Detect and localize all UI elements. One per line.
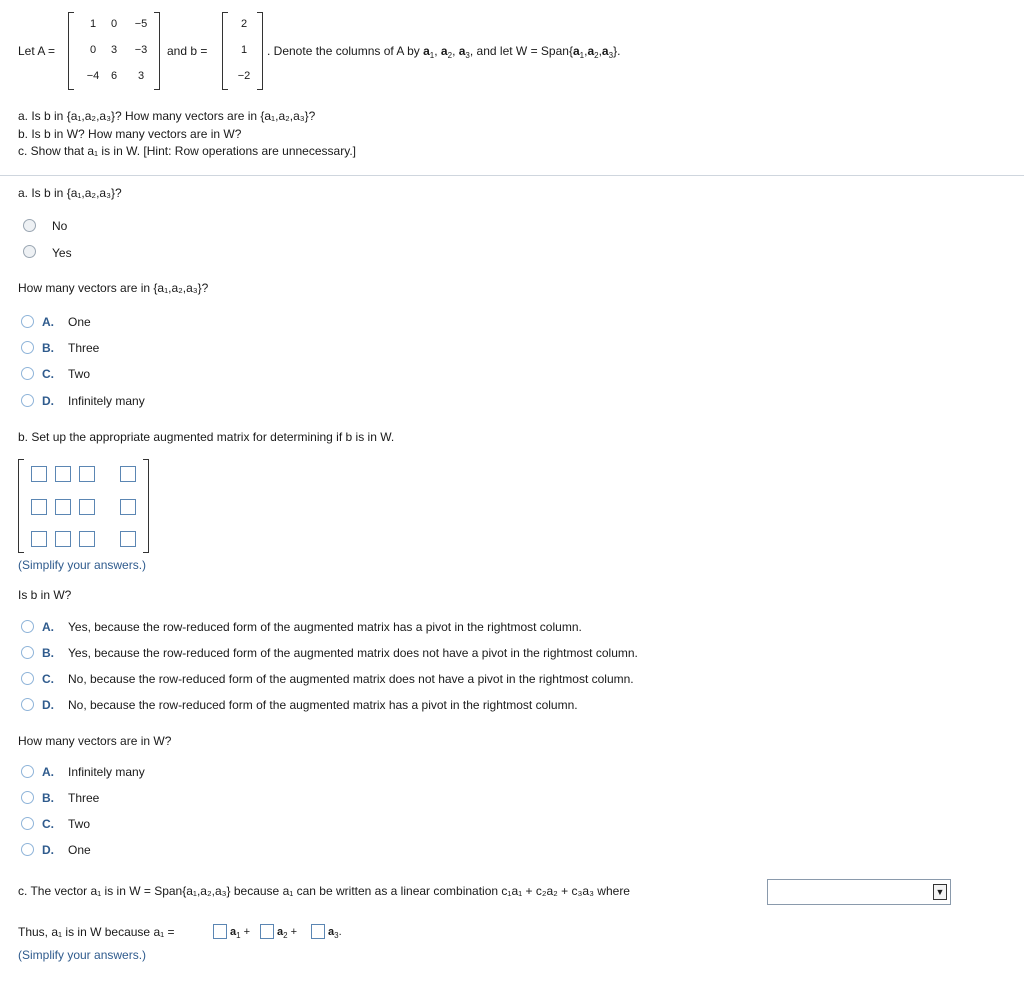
section-a-question: a. Is b in {a₁,a₂,a₃}? [18, 186, 122, 200]
thus-text: Thus, a₁ is in W because a₁ = [18, 925, 175, 939]
simplify-hint-c: (Simplify your answers.) [18, 948, 147, 962]
vector-b-cell: 1 [240, 44, 248, 56]
matrix-a-cell: 0 [110, 18, 118, 30]
a1-term: $a_1$ + [230, 926, 251, 940]
matrix-a-cell: 0 [89, 44, 97, 56]
coefficients-dropdown[interactable] [767, 879, 951, 905]
option-letter: A. [42, 620, 54, 634]
option-text: Two [68, 367, 91, 381]
matrix-input-cell[interactable] [31, 466, 47, 482]
option-letter: D. [42, 843, 54, 857]
option-letter: C. [42, 672, 54, 686]
option-text: Three [68, 791, 100, 805]
matrix-input-cell[interactable] [79, 531, 95, 547]
option-text: Two [68, 817, 91, 831]
radio-circle[interactable] [23, 219, 36, 232]
thus-statement [18, 925, 175, 939]
option-letter: B. [42, 791, 54, 805]
option-letter: A. [42, 765, 54, 779]
count-question-a: How many vectors are in {a₁,a₂,a₃}? [18, 281, 209, 295]
radio-circle[interactable] [23, 245, 36, 258]
section-b-setup: b. Set up the appropriate augmented matrix for determining if b is in W. [18, 430, 395, 444]
matrix-a-cell: −5 [134, 18, 148, 30]
radio-circle[interactable] [21, 620, 34, 633]
option-letter: B. [42, 341, 54, 355]
matrix-input-cell[interactable] [79, 499, 95, 515]
coefficient-input-3[interactable] [311, 924, 325, 939]
matrix-input-cell[interactable] [120, 499, 136, 515]
option-letter: A. [42, 315, 54, 329]
option-text: One [68, 843, 91, 857]
matrix-input-cell[interactable] [79, 466, 95, 482]
radio-circle[interactable] [21, 765, 34, 778]
option-label: No [52, 219, 68, 233]
radio-circle[interactable] [21, 646, 34, 659]
matrix-input-cell[interactable] [55, 531, 71, 547]
matrix-input-cell[interactable] [31, 499, 47, 515]
matrix-a-cell: −3 [134, 44, 148, 56]
radio-circle[interactable] [21, 791, 34, 804]
a2-term: $a_2$ + [277, 926, 298, 940]
and-let-text: , and let W = Span [469, 44, 569, 58]
denote-columns-text: . Denote the columns of A by $a_1$, $a_2$, $a_3$, and let $W = Span\{a_1,a_2,a_3\}$. [267, 44, 621, 60]
part-b-question: b. Is b in W? How many vectors are in W? [18, 127, 242, 141]
option-text: Three [68, 341, 100, 355]
option-text: Yes, because the row-reduced form of the augmented matrix has a pivot in the rightmost column. [68, 620, 582, 634]
section-divider [0, 175, 1024, 176]
option-letter: C. [42, 367, 54, 381]
option-letter: C. [42, 817, 54, 831]
matrix-a-cell: 6 [110, 70, 118, 82]
radio-circle[interactable] [21, 394, 34, 407]
option-label: Yes [52, 246, 72, 260]
coefficient-input-2[interactable] [260, 924, 274, 939]
matrix-a-cell: 3 [110, 44, 118, 56]
radio-circle[interactable] [21, 698, 34, 711]
option-letter: D. [42, 394, 54, 408]
count-question-w: How many vectors are in W? [18, 734, 172, 748]
matrix-input-cell[interactable] [55, 499, 71, 515]
and-b-text: and b = [167, 44, 208, 58]
matrix-a-cell: 1 [89, 18, 97, 30]
a3-term: $a_3$. [328, 926, 342, 940]
denote-text: . Denote the columns of A by [267, 44, 420, 58]
option-text: Infinitely many [68, 394, 145, 408]
matrix-input-cell[interactable] [120, 531, 136, 547]
radio-circle[interactable] [21, 341, 34, 354]
option-text: One [68, 315, 91, 329]
option-letter: D. [42, 698, 54, 712]
matrix-input-cell[interactable] [31, 531, 47, 547]
part-c-question: c. Show that a₁ is in W. [Hint: Row operations are unnecessary.] [18, 144, 356, 158]
option-text: Yes, because the row-reduced form of the augmented matrix does not have a pivot in the rightmost column. [68, 646, 638, 660]
radio-circle[interactable] [21, 817, 34, 830]
matrix-a-cell: 3 [137, 70, 145, 82]
and-b-label [167, 44, 207, 58]
is-b-in-w-question: Is b in W? [18, 588, 72, 602]
option-letter: B. [42, 646, 54, 660]
radio-circle[interactable] [21, 843, 34, 856]
simplify-hint-b: (Simplify your answers.) [18, 558, 147, 572]
vector-b-cell: −2 [237, 70, 251, 82]
option-text: Infinitely many [68, 765, 145, 779]
option-text: No, because the row-reduced form of the augmented matrix does not have a pivot in the rightmost column. [68, 672, 634, 686]
radio-circle[interactable] [21, 367, 34, 380]
matrix-input-cell[interactable] [120, 466, 136, 482]
let-a-label: Let A = [18, 44, 56, 58]
vector-b-cell: 2 [240, 18, 248, 30]
radio-circle[interactable] [21, 672, 34, 685]
radio-circle[interactable] [21, 315, 34, 328]
coefficient-input-1[interactable] [213, 924, 227, 939]
matrix-a-cell: −4 [86, 70, 100, 82]
option-text: No, because the row-reduced form of the augmented matrix has a pivot in the rightmost column. [68, 698, 578, 712]
matrix-input-cell[interactable] [55, 466, 71, 482]
section-c-statement: c. The vector a₁ is in W = Span{a₁,a₂,a₃} because a₁ can be written as a linear combination c₁a₁ + c₂a₂ + c₃a₃ where [18, 884, 630, 898]
chevron-down-icon[interactable]: ▼ [933, 884, 947, 900]
part-a-question: a. Is b in {a₁,a₂,a₃}? How many vectors are in {a₁,a₂,a₃}? [18, 109, 316, 123]
